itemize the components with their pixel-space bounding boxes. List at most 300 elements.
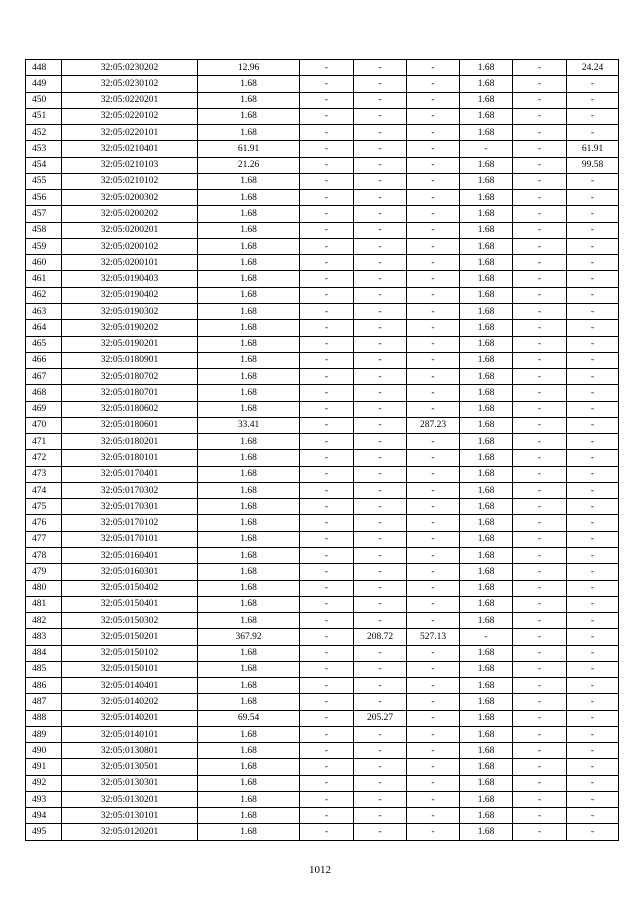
- cadastral-number-cell: 32:05:0150401: [62, 596, 198, 612]
- value-cell: -: [407, 547, 460, 563]
- value-cell: -: [354, 759, 407, 775]
- table-row: [26, 157, 619, 173]
- area-cell: 1.68: [198, 678, 300, 694]
- value-cell: -: [567, 238, 619, 254]
- cadastral-number-cell: 32:05:0150402: [62, 580, 198, 596]
- value-cell: 1.68: [460, 369, 513, 385]
- row-number-cell: 491: [26, 759, 62, 775]
- value-cell: -: [513, 564, 567, 580]
- value-cell: -: [567, 499, 619, 515]
- value-cell: -: [407, 466, 460, 482]
- value-cell: -: [300, 596, 354, 612]
- area-cell: 61.91: [198, 141, 300, 157]
- table-row: [26, 417, 619, 433]
- area-cell: 1.68: [198, 531, 300, 547]
- table-row: [26, 775, 619, 791]
- page-number: 1012: [309, 864, 331, 876]
- value-cell: -: [407, 92, 460, 108]
- value-cell: -: [407, 271, 460, 287]
- value-cell: -: [300, 369, 354, 385]
- table-row: [26, 352, 619, 368]
- area-cell: 1.68: [198, 352, 300, 368]
- cadastral-number-cell: 32:05:0150101: [62, 661, 198, 677]
- cadastral-number-cell: 32:05:0180702: [62, 369, 198, 385]
- value-cell: -: [513, 791, 567, 807]
- row-number-cell: 486: [26, 678, 62, 694]
- value-cell: -: [354, 190, 407, 206]
- value-cell: -: [407, 76, 460, 92]
- row-number-cell: 463: [26, 303, 62, 319]
- area-cell: 1.68: [198, 320, 300, 336]
- cadastral-number-cell: 32:05:0160301: [62, 564, 198, 580]
- value-cell: -: [513, 694, 567, 710]
- row-number-cell: 484: [26, 645, 62, 661]
- value-cell: -: [567, 450, 619, 466]
- value-cell: -: [407, 238, 460, 254]
- value-cell: -: [513, 678, 567, 694]
- value-cell: -: [354, 775, 407, 791]
- table-row: [26, 613, 619, 629]
- value-cell: 1.68: [460, 125, 513, 141]
- value-cell: -: [354, 222, 407, 238]
- value-cell: -: [513, 596, 567, 612]
- table-row: [26, 678, 619, 694]
- area-cell: 1.68: [198, 613, 300, 629]
- value-cell: -: [300, 190, 354, 206]
- row-number-cell: 459: [26, 238, 62, 254]
- value-cell: -: [513, 190, 567, 206]
- value-cell: -: [513, 726, 567, 742]
- row-number-cell: 492: [26, 775, 62, 791]
- value-cell: -: [513, 92, 567, 108]
- value-cell: -: [567, 352, 619, 368]
- area-cell: 1.68: [198, 694, 300, 710]
- value-cell: -: [513, 499, 567, 515]
- value-cell: -: [513, 759, 567, 775]
- value-cell: -: [460, 629, 513, 645]
- value-cell: -: [407, 450, 460, 466]
- row-number-cell: 490: [26, 743, 62, 759]
- area-cell: 1.68: [198, 775, 300, 791]
- table-row: [26, 173, 619, 189]
- cadastral-number-cell: 32:05:0200202: [62, 206, 198, 222]
- value-cell: -: [407, 726, 460, 742]
- row-number-cell: 464: [26, 320, 62, 336]
- value-cell: -: [300, 352, 354, 368]
- value-cell: -: [354, 434, 407, 450]
- table-row: [26, 450, 619, 466]
- cadastral-number-cell: 32:05:0150102: [62, 645, 198, 661]
- value-cell: 1.68: [460, 775, 513, 791]
- value-cell: 1.68: [460, 564, 513, 580]
- value-cell: 1.68: [460, 450, 513, 466]
- table-row: [26, 531, 619, 547]
- area-cell: 1.68: [198, 238, 300, 254]
- value-cell: -: [567, 629, 619, 645]
- value-cell: 1.68: [460, 531, 513, 547]
- area-cell: 1.68: [198, 108, 300, 124]
- cadastral-number-cell: 32:05:0190201: [62, 336, 198, 352]
- row-number-cell: 450: [26, 92, 62, 108]
- value-cell: -: [567, 824, 619, 840]
- row-number-cell: 455: [26, 173, 62, 189]
- value-cell: -: [300, 580, 354, 596]
- row-number-cell: 452: [26, 125, 62, 141]
- cadastral-number-cell: 32:05:0130501: [62, 759, 198, 775]
- value-cell: -: [513, 417, 567, 433]
- value-cell: -: [567, 92, 619, 108]
- value-cell: -: [300, 255, 354, 271]
- value-cell: -: [567, 759, 619, 775]
- value-cell: 1.68: [460, 336, 513, 352]
- value-cell: -: [407, 287, 460, 303]
- value-cell: -: [567, 190, 619, 206]
- table-row: [26, 824, 619, 840]
- value-cell: 1.68: [460, 824, 513, 840]
- value-cell: 1.68: [460, 515, 513, 531]
- cadastral-number-cell: 32:05:0130801: [62, 743, 198, 759]
- value-cell: -: [567, 336, 619, 352]
- value-cell: -: [300, 108, 354, 124]
- value-cell: -: [567, 645, 619, 661]
- area-cell: 1.68: [198, 336, 300, 352]
- row-number-cell: 448: [26, 60, 62, 76]
- value-cell: 1.68: [460, 596, 513, 612]
- value-cell: -: [407, 173, 460, 189]
- table-row: [26, 808, 619, 824]
- value-cell: -: [513, 222, 567, 238]
- value-cell: -: [513, 580, 567, 596]
- value-cell: -: [513, 271, 567, 287]
- value-cell: -: [407, 222, 460, 238]
- value-cell: -: [567, 222, 619, 238]
- value-cell: -: [567, 434, 619, 450]
- area-cell: 1.68: [198, 564, 300, 580]
- value-cell: -: [567, 678, 619, 694]
- area-cell: 1.68: [198, 743, 300, 759]
- cadastral-number-cell: 32:05:0130101: [62, 808, 198, 824]
- value-cell: 1.68: [460, 206, 513, 222]
- value-cell: -: [513, 547, 567, 563]
- value-cell: -: [354, 791, 407, 807]
- area-cell: 367.92: [198, 629, 300, 645]
- value-cell: 208.72: [354, 629, 407, 645]
- value-cell: -: [407, 401, 460, 417]
- value-cell: -: [354, 596, 407, 612]
- value-cell: -: [513, 645, 567, 661]
- value-cell: -: [407, 385, 460, 401]
- value-cell: -: [567, 287, 619, 303]
- cadastral-number-cell: 32:05:0200201: [62, 222, 198, 238]
- cadastral-number-cell: 32:05:0130301: [62, 775, 198, 791]
- value-cell: 1.68: [460, 76, 513, 92]
- value-cell: -: [354, 108, 407, 124]
- table-row: [26, 125, 619, 141]
- table-row: [26, 141, 619, 157]
- cadastral-number-cell: 32:05:0160401: [62, 547, 198, 563]
- value-cell: -: [300, 271, 354, 287]
- value-cell: -: [567, 547, 619, 563]
- cadastral-number-cell: 32:05:0170301: [62, 499, 198, 515]
- value-cell: -: [513, 661, 567, 677]
- table-row: [26, 369, 619, 385]
- value-cell: -: [354, 417, 407, 433]
- area-cell: 1.68: [198, 661, 300, 677]
- table-row: [26, 92, 619, 108]
- value-cell: 1.68: [460, 238, 513, 254]
- value-cell: -: [407, 791, 460, 807]
- table-row: [26, 320, 619, 336]
- row-number-cell: 457: [26, 206, 62, 222]
- value-cell: -: [567, 808, 619, 824]
- value-cell: -: [407, 60, 460, 76]
- value-cell: -: [354, 694, 407, 710]
- value-cell: -: [300, 450, 354, 466]
- area-cell: 1.68: [198, 596, 300, 612]
- value-cell: 1.68: [460, 352, 513, 368]
- value-cell: -: [513, 287, 567, 303]
- value-cell: -: [300, 336, 354, 352]
- value-cell: 99.58: [567, 157, 619, 173]
- table-row: [26, 629, 619, 645]
- value-cell: 1.68: [460, 222, 513, 238]
- value-cell: 1.68: [460, 791, 513, 807]
- value-cell: -: [300, 499, 354, 515]
- value-cell: -: [354, 303, 407, 319]
- cadastral-number-cell: 32:05:0170101: [62, 531, 198, 547]
- value-cell: -: [354, 141, 407, 157]
- value-cell: -: [300, 678, 354, 694]
- area-cell: 1.68: [198, 824, 300, 840]
- area-cell: 12.96: [198, 60, 300, 76]
- value-cell: -: [407, 580, 460, 596]
- value-cell: -: [354, 173, 407, 189]
- area-cell: 1.68: [198, 271, 300, 287]
- table-row: [26, 499, 619, 515]
- cadastral-number-cell: 32:05:0210102: [62, 173, 198, 189]
- area-cell: 21.26: [198, 157, 300, 173]
- value-cell: 61.91: [567, 141, 619, 157]
- value-cell: -: [407, 808, 460, 824]
- row-number-cell: 488: [26, 710, 62, 726]
- row-number-cell: 478: [26, 547, 62, 563]
- value-cell: 1.68: [460, 808, 513, 824]
- table-row: [26, 661, 619, 677]
- value-cell: -: [300, 564, 354, 580]
- value-cell: -: [354, 515, 407, 531]
- value-cell: 1.68: [460, 157, 513, 173]
- value-cell: 1.68: [460, 417, 513, 433]
- table-row: [26, 287, 619, 303]
- value-cell: -: [567, 580, 619, 596]
- value-cell: -: [567, 661, 619, 677]
- value-cell: -: [513, 320, 567, 336]
- area-cell: 1.68: [198, 255, 300, 271]
- table-row: [26, 255, 619, 271]
- value-cell: -: [567, 369, 619, 385]
- value-cell: -: [300, 824, 354, 840]
- value-cell: -: [407, 824, 460, 840]
- area-cell: 1.68: [198, 791, 300, 807]
- value-cell: 1.68: [460, 613, 513, 629]
- row-number-cell: 487: [26, 694, 62, 710]
- value-cell: -: [354, 401, 407, 417]
- table-row: [26, 743, 619, 759]
- value-cell: -: [567, 173, 619, 189]
- value-cell: -: [513, 743, 567, 759]
- value-cell: -: [567, 271, 619, 287]
- value-cell: -: [407, 613, 460, 629]
- row-number-cell: 462: [26, 287, 62, 303]
- value-cell: -: [300, 482, 354, 498]
- value-cell: -: [407, 482, 460, 498]
- value-cell: -: [513, 206, 567, 222]
- table-row: [26, 108, 619, 124]
- value-cell: -: [300, 775, 354, 791]
- row-number-cell: 461: [26, 271, 62, 287]
- value-cell: -: [354, 255, 407, 271]
- table-row: [26, 694, 619, 710]
- row-number-cell: 467: [26, 369, 62, 385]
- table-row: [26, 271, 619, 287]
- value-cell: 1.68: [460, 645, 513, 661]
- value-cell: -: [407, 515, 460, 531]
- value-cell: 1.68: [460, 580, 513, 596]
- area-cell: 1.68: [198, 369, 300, 385]
- value-cell: 1.68: [460, 547, 513, 563]
- value-cell: -: [513, 303, 567, 319]
- value-cell: -: [567, 320, 619, 336]
- value-cell: -: [354, 369, 407, 385]
- row-number-cell: 473: [26, 466, 62, 482]
- cadastral-number-cell: 32:05:0210401: [62, 141, 198, 157]
- value-cell: -: [407, 499, 460, 515]
- value-cell: -: [407, 645, 460, 661]
- value-cell: -: [513, 710, 567, 726]
- value-cell: 1.68: [460, 661, 513, 677]
- value-cell: 1.68: [460, 190, 513, 206]
- value-cell: -: [354, 76, 407, 92]
- row-number-cell: 493: [26, 791, 62, 807]
- cadastral-number-cell: 32:05:0180201: [62, 434, 198, 450]
- value-cell: -: [567, 791, 619, 807]
- row-number-cell: 479: [26, 564, 62, 580]
- value-cell: -: [354, 450, 407, 466]
- row-number-cell: 476: [26, 515, 62, 531]
- value-cell: -: [513, 108, 567, 124]
- value-cell: -: [300, 401, 354, 417]
- value-cell: -: [460, 141, 513, 157]
- value-cell: -: [300, 726, 354, 742]
- data-table: [25, 59, 619, 841]
- table-row: [26, 336, 619, 352]
- value-cell: -: [513, 141, 567, 157]
- value-cell: 1.68: [460, 60, 513, 76]
- value-cell: -: [513, 336, 567, 352]
- area-cell: 1.68: [198, 808, 300, 824]
- value-cell: -: [407, 303, 460, 319]
- table-row: [26, 60, 619, 76]
- value-cell: -: [407, 157, 460, 173]
- value-cell: -: [300, 466, 354, 482]
- value-cell: 1.68: [460, 385, 513, 401]
- cadastral-number-cell: 32:05:0190403: [62, 271, 198, 287]
- value-cell: -: [300, 629, 354, 645]
- value-cell: -: [407, 369, 460, 385]
- table-body: [26, 60, 619, 841]
- value-cell: -: [567, 76, 619, 92]
- value-cell: -: [300, 206, 354, 222]
- value-cell: -: [354, 336, 407, 352]
- area-cell: 1.68: [198, 466, 300, 482]
- value-cell: -: [300, 547, 354, 563]
- value-cell: 205.27: [354, 710, 407, 726]
- value-cell: -: [407, 564, 460, 580]
- area-cell: 1.68: [198, 645, 300, 661]
- value-cell: -: [407, 596, 460, 612]
- value-cell: -: [513, 613, 567, 629]
- table-row: [26, 515, 619, 531]
- value-cell: -: [354, 661, 407, 677]
- row-number-cell: 449: [26, 76, 62, 92]
- row-number-cell: 466: [26, 352, 62, 368]
- table-row: [26, 385, 619, 401]
- area-cell: 69.54: [198, 710, 300, 726]
- value-cell: -: [354, 320, 407, 336]
- row-number-cell: 480: [26, 580, 62, 596]
- value-cell: -: [300, 303, 354, 319]
- value-cell: -: [513, 401, 567, 417]
- value-cell: -: [567, 564, 619, 580]
- value-cell: 1.68: [460, 108, 513, 124]
- value-cell: -: [300, 645, 354, 661]
- value-cell: -: [407, 141, 460, 157]
- value-cell: -: [354, 287, 407, 303]
- cadastral-number-cell: 32:05:0210103: [62, 157, 198, 173]
- cadastral-number-cell: 32:05:0220102: [62, 108, 198, 124]
- value-cell: -: [300, 222, 354, 238]
- area-cell: 1.68: [198, 434, 300, 450]
- table-row: [26, 791, 619, 807]
- table-row: [26, 645, 619, 661]
- value-cell: -: [407, 678, 460, 694]
- value-cell: -: [407, 206, 460, 222]
- value-cell: 1.68: [460, 726, 513, 742]
- cadastral-number-cell: 32:05:0220101: [62, 125, 198, 141]
- table-row: [26, 580, 619, 596]
- value-cell: -: [407, 661, 460, 677]
- row-number-cell: 494: [26, 808, 62, 824]
- value-cell: 1.68: [460, 678, 513, 694]
- value-cell: -: [354, 482, 407, 498]
- value-cell: -: [513, 125, 567, 141]
- value-cell: -: [354, 499, 407, 515]
- value-cell: -: [354, 60, 407, 76]
- cadastral-number-cell: 32:05:0190402: [62, 287, 198, 303]
- value-cell: -: [300, 92, 354, 108]
- cadastral-number-cell: 32:05:0130201: [62, 791, 198, 807]
- table-row: [26, 564, 619, 580]
- value-cell: -: [300, 759, 354, 775]
- value-cell: -: [354, 125, 407, 141]
- cadastral-number-cell: 32:05:0200302: [62, 190, 198, 206]
- row-number-cell: 474: [26, 482, 62, 498]
- value-cell: -: [567, 694, 619, 710]
- row-number-cell: 477: [26, 531, 62, 547]
- cadastral-number-cell: 32:05:0150201: [62, 629, 198, 645]
- area-cell: 33.41: [198, 417, 300, 433]
- value-cell: -: [567, 466, 619, 482]
